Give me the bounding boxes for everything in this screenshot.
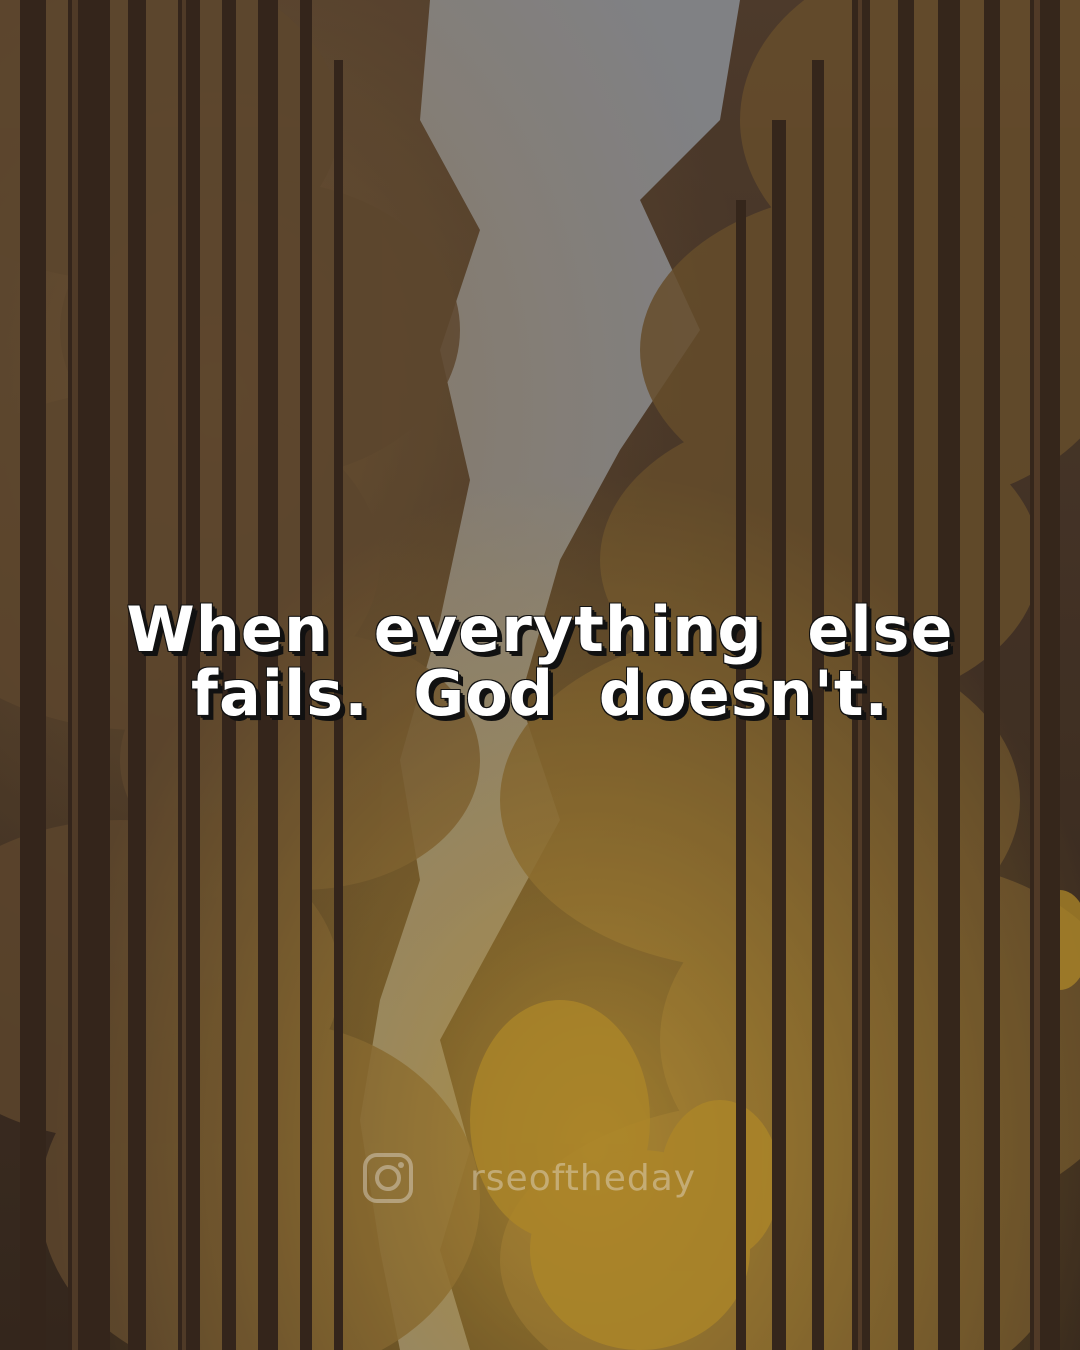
quote-text xyxy=(0,593,1080,730)
instagram-icon xyxy=(362,1152,414,1204)
quote-line-2: fails. God doesn't. xyxy=(190,657,890,730)
quote-line-1: When everything else xyxy=(126,593,954,666)
watermark-handle: rseoftheday xyxy=(470,1157,697,1199)
watermark xyxy=(362,1152,696,1204)
